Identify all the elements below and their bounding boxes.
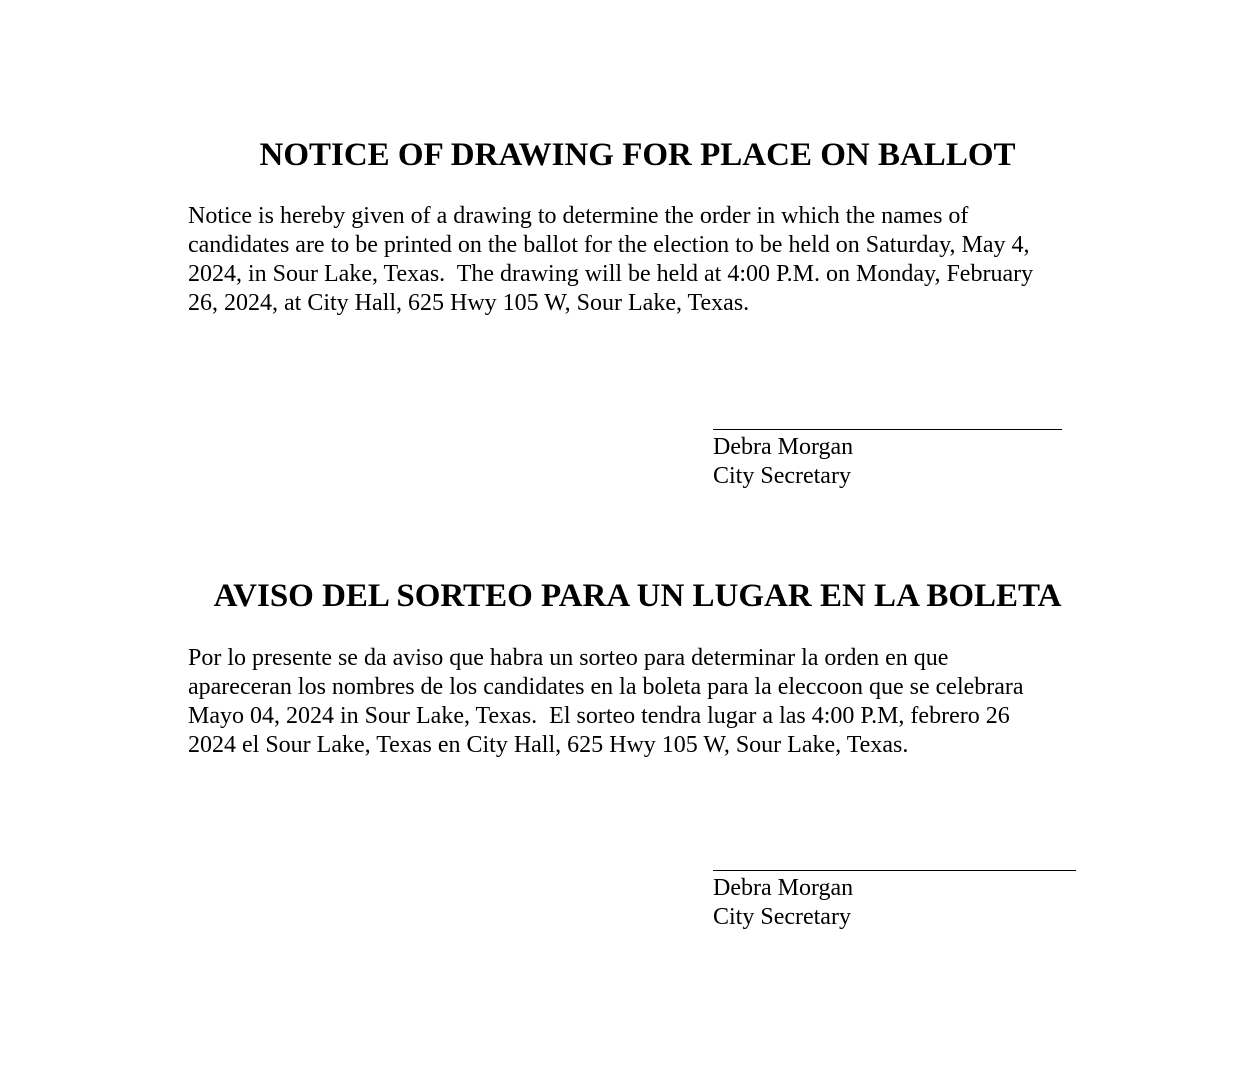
- signature-block-english: [713, 429, 1062, 491]
- signer-role: City Secretary: [713, 904, 851, 930]
- body-line: Mayo 04, 2024 in Sour Lake, Texas. El sorteo tendra lugar a las 4:00 P.M, febrero 26: [188, 703, 1010, 729]
- notice-title-english: NOTICE OF DRAWING FOR PLACE ON BALLOT: [259, 137, 1016, 173]
- notice-title-spanish: AVISO DEL SORTEO PARA UN LUGAR EN LA BOLETA: [213, 578, 1062, 614]
- body-line: candidates are to be printed on the ballot for the election to be held on Saturday, May 4,: [188, 232, 1030, 258]
- signer-name: Debra Morgan: [713, 434, 854, 460]
- signature-line: [713, 429, 1062, 430]
- body-line: Por lo presente se da aviso que habra un sorteo para determinar la orden en que: [188, 645, 949, 671]
- signature-line: [713, 870, 1076, 871]
- notice-body-english: [188, 202, 1088, 318]
- body-line: 2024, in Sour Lake, Texas. The drawing will be held at 4:00 P.M. on Monday, February: [188, 261, 1034, 287]
- body-line: apareceran los nombres de los candidates en la boleta para la eleccoon que se celebrara: [188, 674, 1024, 700]
- signature-block-spanish: [713, 870, 1076, 932]
- signer-role: City Secretary: [713, 463, 851, 489]
- signer-name: Debra Morgan: [713, 875, 854, 901]
- body-line: 26, 2024, at City Hall, 625 Hwy 105 W, Sour Lake, Texas.: [188, 290, 750, 316]
- body-line: 2024 el Sour Lake, Texas en City Hall, 625 Hwy 105 W, Sour Lake, Texas.: [188, 732, 909, 758]
- notice-body-spanish: [188, 644, 1088, 760]
- body-line: Notice is hereby given of a drawing to determine the order in which the names of: [188, 203, 969, 229]
